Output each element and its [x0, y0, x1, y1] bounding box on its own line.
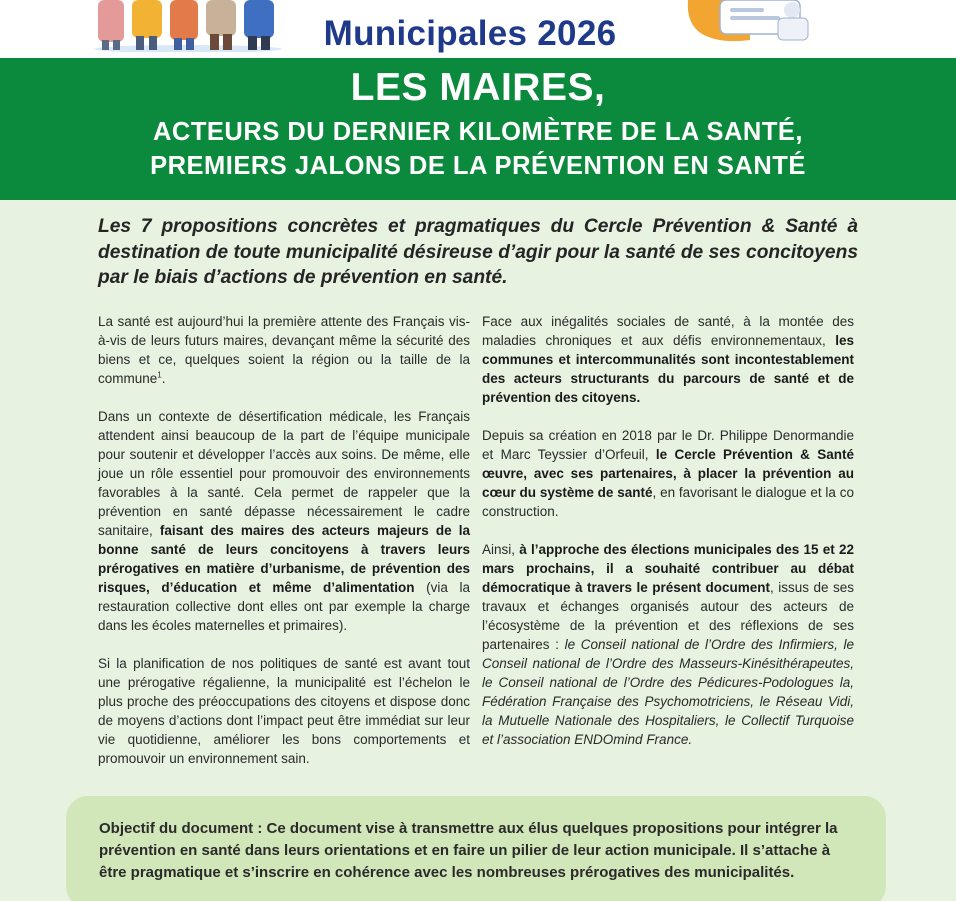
right-p3-mid: , issus de ses travaux et échanges organisés autour des acteurs de l’écosystème de la prévention et des réflexions de ses partenaires :: [482, 580, 854, 652]
left-p1-end: .: [161, 371, 166, 386]
content-area: [0, 200, 956, 901]
right-p2-bold: le Cercle Prévention & Santé œuvre, avec ses partenaires, à placer la prévention au cœur du système de santé: [482, 447, 854, 500]
right-paragraph-3: [482, 540, 854, 749]
right-p3-bold: à l’approche des élections municipales des 15 et 22 mars prochains, il a souhaité contribuer au débat démocratique à travers le présent document: [482, 542, 854, 595]
left-column: [98, 312, 470, 787]
right-p1-text: Face aux inégalités sociales de santé, à la montée des maladies chroniques et aux défis environnementaux,: [482, 314, 854, 348]
left-p2-end: (via la restauration collective dont elles ont par exemple la charge dans les écoles maternelles et primaires).: [98, 580, 470, 633]
intro-paragraph: Les 7 propositions concrètes et pragmatiques du Cercle Prévention & Santé à destination de toute municipalité désireuse d’agir pour la santé de ses concitoyens par le biais d’actions de prévention en santé.: [98, 216, 858, 288]
partners-list: le Conseil national de l’Ordre des Infirmiers, le Conseil national de l’Ordre des Masseurs-Kinésithérapeutes, le Conseil national de l’Ordre des Pédicures-Podologues la, Fédération Française des Psychomotriciens, le Réseau Vidi, la Mutuelle Nationale des Hospitaliers, le Collectif Turquoise et l’association ENDOmind France.: [482, 637, 854, 747]
left-paragraph-2: [98, 407, 470, 635]
right-column: [482, 312, 854, 768]
right-p3-text: Ainsi,: [482, 542, 516, 557]
event-title: Municipales 2026: [323, 14, 617, 53]
left-paragraph-1: [98, 312, 470, 388]
right-paragraph-2: [482, 426, 854, 521]
right-p1-bold: les communes et intercommunalités sont incontestablement des acteurs structurants du parcours de santé et de prévention des citoyens.: [482, 333, 854, 405]
objective-box: [66, 796, 886, 901]
objective-text: Objectif du document : Ce document vise à transmettre aux élus quelques propositions pour intégrer la prévention en santé dans leurs orientations et en faire un pilier de leur action municipale. Il s’attache à être pragmatique et s’inscrire en cohérence avec les nombreuses prérogatives des municipalités.: [99, 820, 838, 881]
left-p1-text: La santé est aujourd’hui la première attente des Français vis-à-vis de leurs futurs maires, devançant même la sécurité des biens et ce, quelques soient la région ou la taille de la commune: [98, 314, 470, 386]
subtitle-line-2: PREMIERS JALONS DE LA PRÉVENTION EN SANTÉ: [150, 152, 806, 180]
subtitle-line-1: ACTEURS DU DERNIER KILOMÈTRE DE LA SANTÉ,: [153, 118, 803, 146]
left-paragraph-3: Si la planification de nos politiques de santé est avant tout une prérogative régalienne, la municipalité est l’échelon le plus proche des préoccupations des citoyens et dispose donc de moyens d’actions dont l’impact peut être immédiat sur leur vie quotidienne, améliorer les bons comportements et promouvoir un environnement sain.: [98, 656, 470, 766]
title-banner: [0, 58, 956, 200]
header-band: [0, 0, 956, 58]
right-p2-end: , en favorisant le dialogue et la co construction.: [482, 485, 854, 519]
footnote-ref: 1: [157, 370, 162, 380]
left-p2-text: Dans un contexte de désertification médicale, les Français attendent ainsi beaucoup de la part de l’équipe municipale pour soutenir et développer l’accès aux soins. De même, elle joue un rôle essentiel pour promouvoir des environnements favorables à la santé. Cela permet de rappeler que la prévention en santé dépasse nécessairement le cadre sanitaire,: [98, 409, 470, 538]
left-p2-bold: faisant des maires des acteurs majeurs de la bonne santé de leurs concitoyens à travers leurs prérogatives en matière d’urbanisme, de prévention des risques, d’éducation et même d’alimentation: [98, 523, 470, 595]
main-title: LES MAIRES,: [350, 66, 606, 109]
right-p2-text: Depuis sa création en 2018 par le Dr. Philippe Denormandie et Marc Teyssier d’Orfeuil,: [482, 428, 854, 462]
right-paragraph-1: [482, 312, 854, 407]
